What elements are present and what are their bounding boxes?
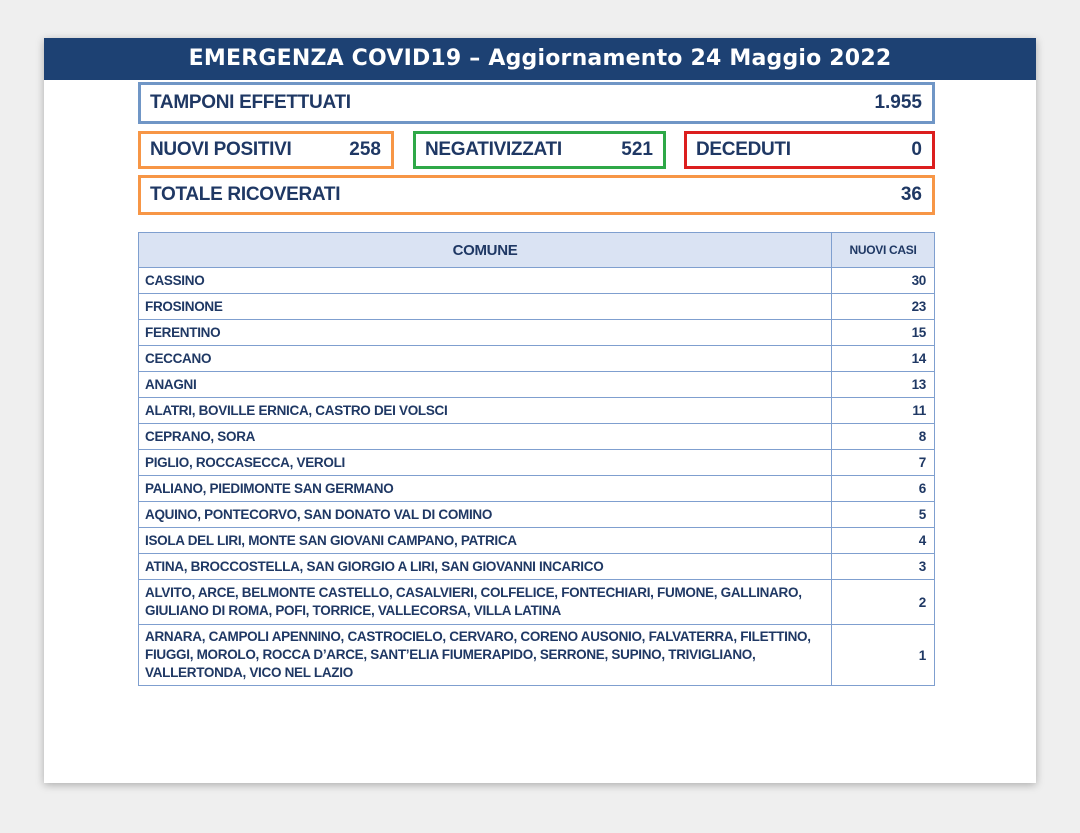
ricoverati-box — [138, 175, 935, 215]
deceduti-label: DECEDUTI — [696, 139, 791, 160]
nuovi-positivi-value: 258 — [349, 139, 381, 160]
table-row — [139, 502, 935, 528]
comune-cell: ATINA, BROCCOSTELLA, SAN GIORGIO A LIRI, SAN GIOVANNI INCARICO — [139, 554, 832, 580]
comune-cell: AQUINO, PONTECORVO, SAN DONATO VAL DI COMINO — [139, 502, 832, 528]
table-row — [139, 528, 935, 554]
table-row — [139, 346, 935, 372]
comune-cell: CEPRANO, SORA — [139, 424, 832, 450]
casi-cell: 4 — [832, 528, 935, 554]
comune-cell: FROSINONE — [139, 294, 832, 320]
casi-cell: 13 — [832, 372, 935, 398]
tamponi-box — [138, 82, 935, 124]
casi-cell: 14 — [832, 346, 935, 372]
casi-cell: 2 — [832, 580, 935, 625]
casi-cell: 8 — [832, 424, 935, 450]
casi-cell: 7 — [832, 450, 935, 476]
ricoverati-label: TOTALE RICOVERATI — [150, 184, 341, 205]
nuovi-positivi-box — [138, 131, 394, 169]
table-row — [139, 554, 935, 580]
casi-cell: 3 — [832, 554, 935, 580]
comune-cell: ALVITO, ARCE, BELMONTE CASTELLO, CASALVIERI, COLFELICE, FONTECHIARI, FUMONE, GALLINARO, GIULIANO DI ROMA, POFI, TORRICE, VALLECORSA, VILLA LATINA — [139, 580, 832, 625]
comune-cell: ANAGNI — [139, 372, 832, 398]
casi-cell: 11 — [832, 398, 935, 424]
casi-cell: 30 — [832, 268, 935, 294]
negativizzati-value: 521 — [621, 139, 653, 160]
negativizzati-label: NEGATIVIZZATI — [425, 139, 562, 160]
comune-cell: FERENTINO — [139, 320, 832, 346]
casi-cell: 15 — [832, 320, 935, 346]
table-row — [139, 398, 935, 424]
report-sheet — [44, 38, 1036, 783]
comune-cell: ISOLA DEL LIRI, MONTE SAN GIOVANI CAMPANO, PATRICA — [139, 528, 832, 554]
comuni-table — [138, 232, 935, 686]
page-title: EMERGENZA COVID19 – Aggiornamento 24 Maggio 2022 — [44, 38, 1036, 80]
table-row — [139, 476, 935, 502]
deceduti-value: 0 — [911, 139, 922, 160]
deceduti-box — [684, 131, 935, 169]
tamponi-value: 1.955 — [874, 92, 922, 113]
nuovi-positivi-label: NUOVI POSITIVI — [150, 139, 292, 160]
tamponi-label: TAMPONI EFFETTUATI — [150, 92, 351, 113]
table-row — [139, 372, 935, 398]
nuovi-casi-header: NUOVI CASI — [832, 233, 935, 268]
table-row — [139, 294, 935, 320]
comune-cell: ALATRI, BOVILLE ERNICA, CASTRO DEI VOLSCI — [139, 398, 832, 424]
casi-cell: 1 — [832, 625, 935, 686]
comune-cell: CASSINO — [139, 268, 832, 294]
negativizzati-box — [413, 131, 666, 169]
comune-cell: PIGLIO, ROCCASECCA, VEROLI — [139, 450, 832, 476]
casi-cell: 23 — [832, 294, 935, 320]
comune-cell: ARNARA, CAMPOLI APENNINO, CASTROCIELO, CERVARO, CORENO AUSONIO, FALVATERRA, FILETTINO, FIUGGI, MOROLO, ROCCA D’ARCE, SANT’ELIA FIUMERAPIDO, SERRONE, SUPINO, TRIVIGLIANO, VALLERTONDA, VICO NEL LAZIO — [139, 625, 832, 686]
table-row — [139, 580, 935, 625]
table-row — [139, 424, 935, 450]
casi-cell: 5 — [832, 502, 935, 528]
comune-cell: PALIANO, PIEDIMONTE SAN GERMANO — [139, 476, 832, 502]
ricoverati-value: 36 — [900, 184, 922, 205]
table-row — [139, 268, 935, 294]
comune-cell: CECCANO — [139, 346, 832, 372]
comune-header: COMUNE — [139, 233, 832, 268]
table-row — [139, 450, 935, 476]
casi-cell: 6 — [832, 476, 935, 502]
table-row — [139, 625, 935, 686]
table-row — [139, 320, 935, 346]
